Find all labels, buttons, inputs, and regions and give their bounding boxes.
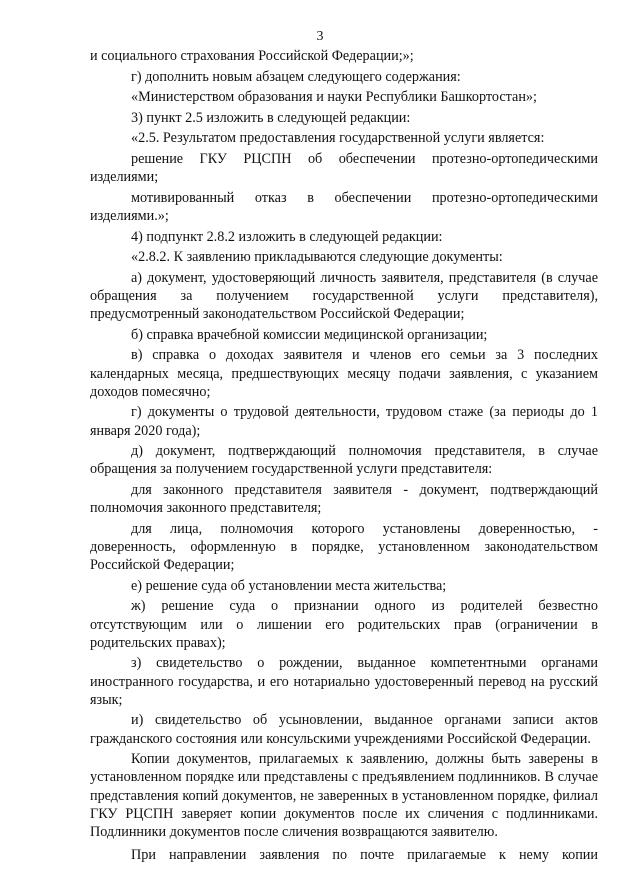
paragraph-18: ж) решение суда о признании одного из родителей безвестно отсутствующим или о лишении его родительских прав (ограничении в родительских правах);: [90, 598, 598, 651]
paragraph-7: мотивированный отказ в обеспечении протезно-ортопедическими изделиями.»;: [90, 189, 598, 224]
paragraph-14: д) документ, подтверждающий полномочия представителя, в случае обращения за получением государственной услуги представителя:: [90, 443, 598, 478]
paragraph-15: для законного представителя заявителя - документ, подтверждающий полномочия законного представителя;: [90, 481, 598, 517]
paragraph-13: г) документы о трудовой деятельности, трудовом стаже (за периоды до 1 января 2020 года);: [90, 404, 598, 439]
paragraph-20: и) свидетельство об усыновлении, выданное органами записи актов гражданского состояния или консульскими учреждениями Российской Федерации.: [90, 712, 598, 747]
paragraph-19: з) свидетельство о рождении, выданное компетентными органами иностранного государства, и его нотариально удостоверенный перевод на русский язык;: [90, 655, 598, 708]
paragraph-2: г) дополнить новым абзацем следующего содержания:: [131, 68, 461, 85]
paragraph-17: е) решение суда об установлении места жительства;: [131, 577, 447, 594]
page-number: 3: [316, 29, 324, 44]
paragraph-6: решение ГКУ РЦСПН об обеспечении протезно-ортопедическими изделиями;: [90, 150, 598, 186]
paragraph-3: «Министерством образования и науки Республики Башкортостан»;: [131, 89, 537, 106]
paragraph-11: б) справка врачебной комиссии медицинской организации;: [131, 326, 488, 343]
document-body: [90, 47, 598, 867]
paragraph-9: «2.8.2. К заявлению прикладываются следующие документы:: [131, 249, 503, 266]
paragraph-4: 3) пункт 2.5 изложить в следующей редакции:: [131, 109, 411, 126]
paragraph-22: При направлении заявления по почте прилагаемые к нему копии: [131, 847, 598, 864]
paragraph-1: и социального страхования Российской Федерации;»;: [90, 48, 414, 64]
paragraph-12: в) справка о доходах заявителя и членов его семьи за 3 последних календарных месяца, предшествующих месяцу подачи заявления, с указанием доходов помесячно;: [90, 347, 598, 400]
paragraph-21: Копии документов, прилагаемых к заявлению, должны быть заверены в установленном порядке или представлены с предъявлением подлинников. В случае представления копий документов, не заверенных в установленном порядке, филиал ГКУ РЦСПН заверяет копии документов после их сличения с подлинниками. Подлинники документов после сличения возвращаются заявителю.: [90, 751, 598, 840]
paragraph-5: «2.5. Результатом предоставления государственной услуги является:: [131, 130, 545, 147]
paragraph-16: для лица, полномочия которого установлены доверенностью, - доверенность, оформленную в порядке, установленном законодательством Российской Федерации;: [90, 520, 598, 574]
paragraph-10: а) документ, удостоверяющий личность заявителя, представителя (в случае обращения за получением государственной услуги представителя), предусмотренный законодательством Российской Федерации;: [90, 269, 598, 323]
paragraph-8: 4) подпункт 2.8.2 изложить в следующей редакции:: [131, 228, 443, 245]
